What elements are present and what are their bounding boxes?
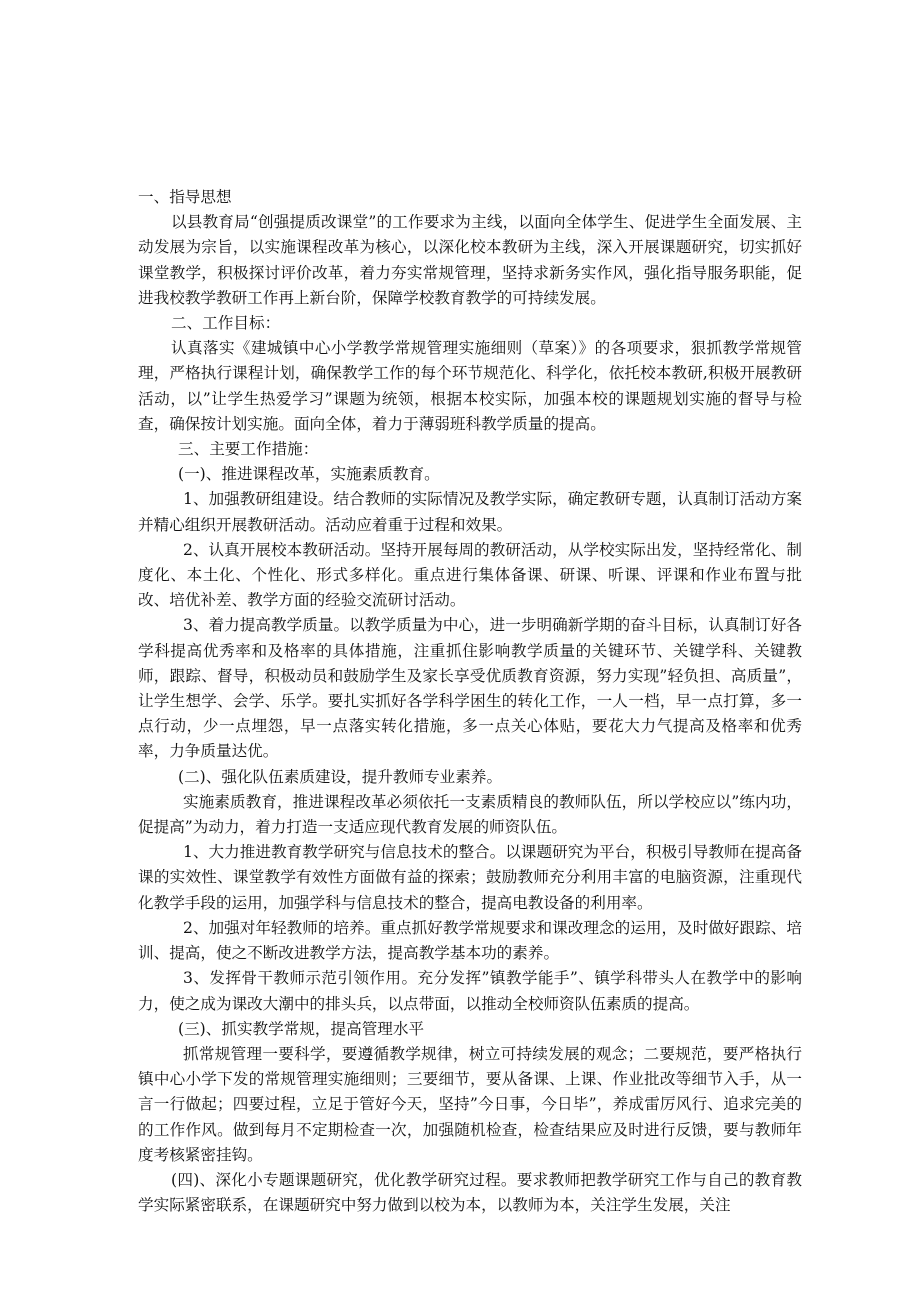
paragraph-item: 1、大力推进教育教学研究与信息技术的整合。以课题研究为平台，积极引导教师在提高备课的实效性、课堂教学有效性方面做有益的探索；鼓励教师充分利用丰富的电脑资源，注重现代化教学手段的运用，加强学科与信息技术的整合，提高电教设备的利用率。 xyxy=(138,843,802,912)
paragraph-item: 3、发挥骨干教师示范引领作用。充分发挥”镇教学能手”、镇学科带头人在教学中的影响力，使之成为课改大潮中的排头兵，以点带面，以推动全校师资队伍素质的提高。 xyxy=(138,969,802,1013)
document-body xyxy=(138,185,802,1218)
section-heading-work-goals: 二、工作目标： xyxy=(171,314,281,333)
paragraph-special-research: (四)、深化小专题课题研究，优化教学研究过程。要求教师把教学研究工作与自己的教育教学实际紧密联系，在课题研究中努力做到以校为本，以教师为本，关注学生发展，关注 xyxy=(138,1170,802,1215)
paragraph-item: 1、加强教研组建设。结合教师的实际情况及教学实际，确定教研专题，认真制订活动方案并精心组织开展教研活动。活动应着重于过程和效果。 xyxy=(138,490,802,534)
subheading-curriculum-reform: (一)、推进课程改革，实施素质教育。 xyxy=(178,465,440,484)
section-heading-guiding-thought: 一、指导思想 xyxy=(138,188,232,206)
paragraph-item: 2、认真开展校本教研活动。坚持开展每周的教研活动，从学校实际出发，坚持经常化、制度化、本土化、个性化、形式多样化。重点进行集体备课、研课、听课、评课和作业布置与批改、培优补差、教学方面的经验交流研讨活动。 xyxy=(138,540,802,610)
paragraph-guiding-thought: 以县教育局“创强提质改课堂”的工作要求为主线，以面向全体学生、促进学生全面发展、主动发展为宗旨，以实施课程改革为核心，以深化校本教研为主线，深入开展课题研究，切实抓好课堂教学，积极探讨评价改革，着力夯实常规管理，坚持求新务实作风，强化指导服务职能，促进我校教学教研工作再上新台阶，保障学校教育教学的可持续发展。 xyxy=(138,213,802,307)
section-heading-main-measures: 三、主要工作措施： xyxy=(178,440,319,459)
paragraph-item: 实施素质教育，推进课程改革必须依托一支素质精良的教师队伍，所以学校应以”练内功，促提高”为动力，着力打造一支适应现代教育发展的师资队伍。 xyxy=(138,792,802,837)
subheading-teacher-quality: (二)、强化队伍素质建设，提升教师专业素养。 xyxy=(178,767,503,786)
paragraph-item: 抓常规管理一要科学，要遵循教学规律，树立可持续发展的观念；二要规范，要严格执行镇中心小学下发的常规管理实施细则；三要细节，要从备课、上课、作业批改等细节入手，从一言一行做起；四要过程，立足于管好今天，坚持”今日事，今日毕”，养成雷厉风行、追求完美的的工作作风。做到每月不定期检查一次，加强随机检查，检查结果应及时进行反馈，要与教师年度考核紧密挂钩。 xyxy=(138,1044,802,1164)
paragraph-item: 3、着力提高教学质量。以教学质量为中心，进一步明确新学期的奋斗目标，认真制订好各学科提高优秀率和及格率的具体措施，注重抓住影响教学质量的关键环节、关键学科、关键教师，跟踪、督导，积极动员和鼓励学生及家长享受优质教育资源，努力实现”轻负担、高质量”，让学生想学、会学、乐学。要扎实抓好各学科学困生的转化工作，一人一档，早一点打算，多一点行动，少一点埋怨，早一点落实转化措施，多一点关心体贴，要花大力气提高及格率和优秀率，力争质量达优。 xyxy=(138,616,802,761)
subheading-teaching-routine: (三)、抓实教学常规，提高管理水平 xyxy=(178,1019,425,1038)
paragraph-work-goals: 认真落实《建城镇中心小学教学常规管理实施细则（草案）》的各项要求，狠抓教学常规管理，严格执行课程计划，确保教学工作的每个环节规范化、科学化，依托校本教研,积极开展教研活动，以”让学生热爱学习”课题为统领，根据本校实际，加强本校的课题规划实施的督导与检查，确保按计划实施。面向全体，着力于薄弱班科教学质量的提高。 xyxy=(138,339,802,433)
paragraph-item: 2、加强对年轻教师的培养。重点抓好教学常规要求和课改理念的运用，及时做好跟踪、培训、提高，使之不断改进教学方法，提高教学基本功的素养。 xyxy=(138,918,802,963)
